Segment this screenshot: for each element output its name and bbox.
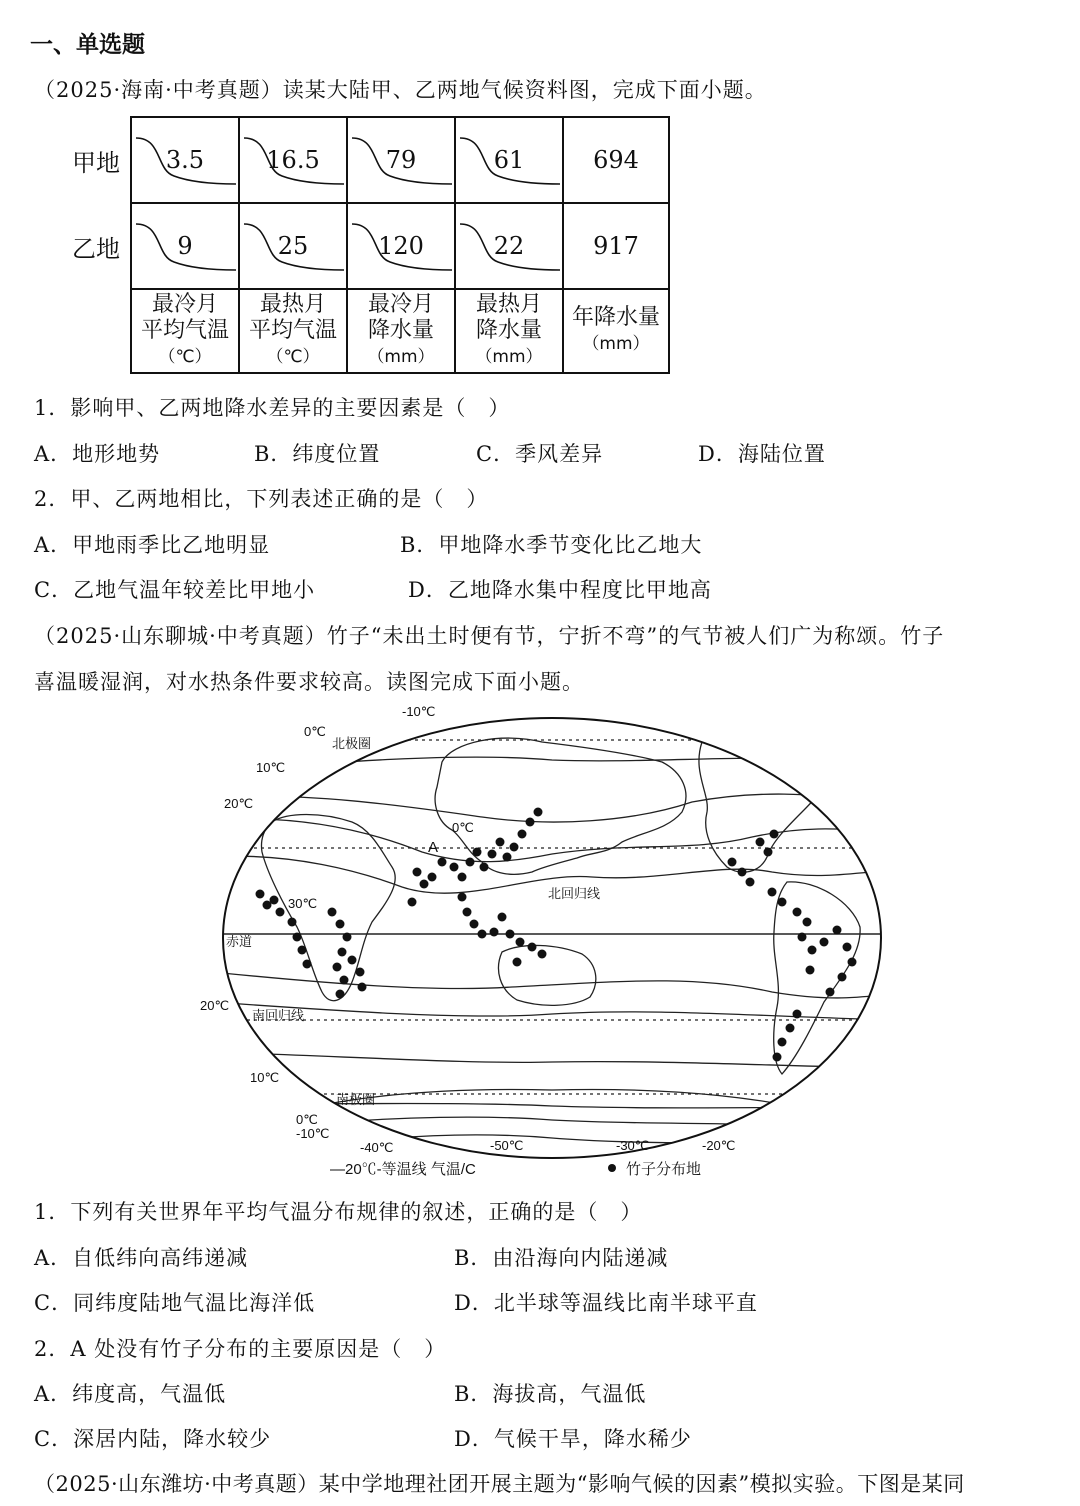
column-label: 最热月 平均气温 （℃）: [239, 289, 347, 373]
australia-outline: [498, 945, 595, 1005]
cell-value: 16.5: [266, 146, 320, 174]
cell-value: 9: [177, 232, 193, 260]
isotherm-line: [212, 1104, 892, 1109]
isotherm-line: [212, 794, 892, 822]
south-america-outline: [774, 882, 860, 1074]
isotherm-label: 10℃: [250, 1070, 280, 1085]
isotherm-label: -30℃: [616, 1138, 650, 1153]
table-cell: [455, 203, 563, 289]
isotherm-label: 0℃: [452, 820, 474, 835]
table-cell: [455, 117, 563, 203]
isotherm-line: [212, 757, 892, 772]
group3-intro: （2025·山东潍坊·中考真题）某中学地理社团开展主题为“影响气候的因素”模拟实验。下图是某同: [34, 1472, 965, 1496]
legend-dot-icon: [608, 1164, 616, 1172]
isotherm-label: 0℃: [304, 724, 326, 739]
option-d[interactable]: D．北半球等温线比南半球平直: [454, 1291, 758, 1315]
option-b[interactable]: B．纬度位置: [254, 442, 381, 466]
isotherm-label: 20℃: [224, 796, 254, 811]
question-stem: 1．影响甲、乙两地降水差异的主要因素是（ ）: [34, 396, 511, 420]
arctic-circle-label: 北极圈: [332, 736, 372, 751]
isotherm-label: -10℃: [402, 704, 436, 719]
section-title: 一、单选题: [30, 32, 145, 58]
group2-intro-cont: 喜温暖湿润，对水热条件要求较高。读图完成下面小题。: [34, 670, 584, 694]
option-d[interactable]: D．气候干旱，降水稀少: [454, 1427, 692, 1451]
antarctic-circle-label: 南极圈: [336, 1092, 376, 1107]
option-a[interactable]: A．自低纬向高纬递减: [34, 1246, 249, 1270]
table-cell: [347, 203, 455, 289]
option-b[interactable]: B．由沿海向内陆递减: [454, 1246, 669, 1270]
option-a[interactable]: A．纬度高，气温低: [34, 1382, 227, 1406]
row-name-jia: 甲地: [72, 149, 120, 177]
column-label: 最冷月 降水量 （mm）: [347, 289, 455, 373]
table-cell: [131, 117, 239, 203]
table-cell: [347, 117, 455, 203]
option-c[interactable]: C．季风差异: [476, 442, 604, 466]
isotherm-label: -20℃: [702, 1138, 736, 1153]
eurasia-outline: [435, 738, 686, 874]
equator-label: 赤道: [226, 934, 253, 949]
isotherm-label: 0℃: [296, 1112, 318, 1127]
cell-value: 22: [493, 232, 525, 260]
isotherm-line: [212, 972, 892, 998]
table-cell: [239, 203, 347, 289]
point-a-label: A: [428, 839, 439, 856]
world-isotherm-map: [200, 702, 892, 1184]
legend-isotherm: —20℃-等温线 气温/C: [330, 1161, 476, 1178]
option-a[interactable]: A．甲地雨季比乙地明显: [34, 533, 271, 557]
cell-value: 61: [493, 146, 525, 174]
group1-intro: （2025·海南·中考真题）读某大陆甲、乙两地气候资料图，完成下面小题。: [34, 78, 767, 102]
option-d[interactable]: D．乙地降水集中程度比甲地高: [408, 578, 712, 602]
option-a[interactable]: A．地形地势: [34, 442, 161, 466]
option-b[interactable]: B．甲地降水季节变化比乙地大: [400, 533, 703, 557]
group2-intro: （2025·山东聊城·中考真题）竹子“未出土时便有节，宁折不弯”的气节被人们广为称颂。竹子: [34, 624, 945, 648]
cell-value: 25: [277, 232, 309, 260]
question-stem: 1．下列有关世界年平均气温分布规律的叙述，正确的是（ ）: [34, 1200, 643, 1224]
question-stem: 2．A 处没有竹子分布的主要原因是（ ）: [34, 1337, 447, 1361]
map-border: [223, 718, 881, 1158]
row-name-yi: 乙地: [72, 235, 120, 263]
isotherm-label: -40℃: [360, 1140, 394, 1155]
isotherm-label: 10℃: [256, 760, 286, 775]
isotherm-label: -10℃: [296, 1126, 330, 1141]
legend-bamboo: 竹子分布地: [626, 1161, 702, 1178]
isotherm-label: -50℃: [490, 1138, 524, 1153]
africa-outline: [261, 815, 395, 1001]
option-c[interactable]: C．深居内陆，降水较少: [34, 1427, 272, 1451]
isotherm-line: [212, 1052, 892, 1068]
isotherm-label: 20℃: [200, 998, 230, 1013]
table-cell: [239, 117, 347, 203]
table-row-yi: [131, 203, 669, 289]
column-label: 年降水量 （mm）: [563, 289, 669, 373]
option-c[interactable]: C．同纬度陆地气温比海洋低: [34, 1291, 316, 1315]
table-row-jia: [131, 117, 669, 203]
option-b[interactable]: B．海拔高，气温低: [454, 1382, 647, 1406]
table-cell: [131, 203, 239, 289]
question-stem: 2．甲、乙两地相比，下列表述正确的是（ ）: [34, 487, 489, 511]
cell-value: 120: [378, 232, 424, 260]
cell-value: 3.5: [165, 146, 205, 174]
option-c[interactable]: C．乙地气温年较差比甲地小: [34, 578, 316, 602]
column-label: 最热月 降水量 （mm）: [455, 289, 563, 373]
option-d[interactable]: D．海陆位置: [698, 442, 826, 466]
column-label: 最冷月 平均气温 （℃）: [131, 289, 239, 373]
isotherm-label: 30℃: [288, 896, 318, 911]
table-cell-total: 917: [563, 203, 669, 289]
climate-table: [130, 116, 670, 374]
table-cell-total: 694: [563, 117, 669, 203]
tropic-of-cancer-label: 北回归线: [548, 886, 601, 901]
isotherm-line: [212, 819, 892, 862]
tropic-of-capricorn-label: 南回归线: [252, 1008, 305, 1023]
cell-value: 79: [385, 146, 417, 174]
isotherm-line: [232, 1117, 882, 1132]
table-header-row: [131, 289, 669, 373]
